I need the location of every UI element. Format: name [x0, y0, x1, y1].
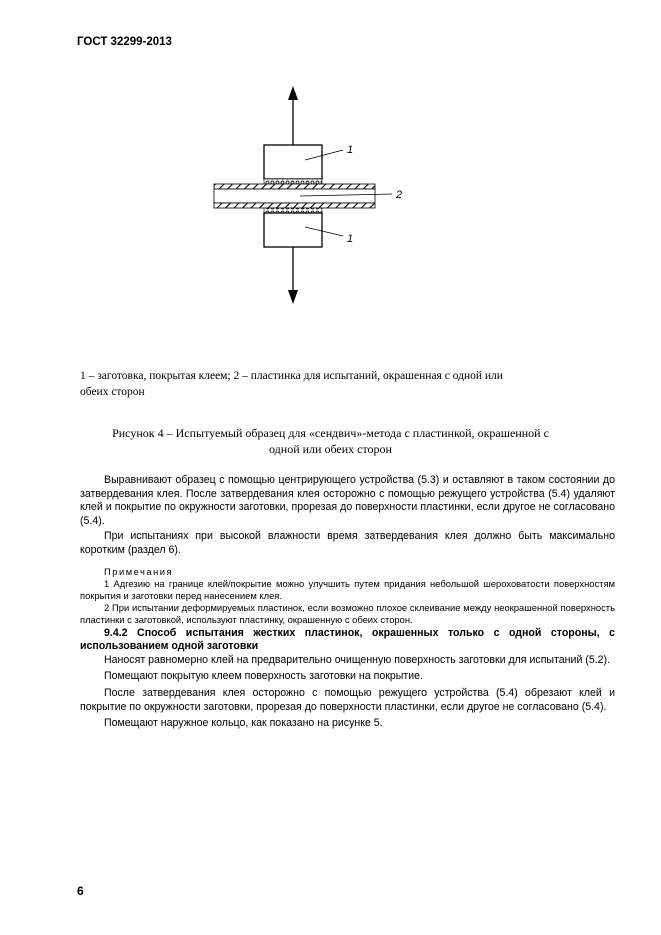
paragraph: Наносят равномерно клей на предварительно очищенную поверхность заготовки для испытаний (5.2).: [104, 653, 611, 666]
paragraph: Помещают наружное кольцо, как показано на рисунке 5.: [104, 717, 383, 730]
legend-line-1: 1 – заготовка, покрытая клеем; 2 – пластинка для испытаний, окрашенная с одной или: [80, 370, 503, 382]
figure-4-diagram: [0, 0, 661, 360]
note-item: 1 Адгезию на границе клей/покрытие можно улучшить путем придания небольшой шероховатости поверхностям покрытия и заготовки перед нанесением клея.: [80, 577, 615, 601]
figure-caption: [60, 425, 601, 457]
caption-line-1: Рисунок 4 – Испытуемый образец для «сендвич»-метода с пластинкой, окрашенной с: [112, 426, 549, 440]
notes-block: [80, 566, 615, 627]
label-2: 2: [396, 189, 403, 201]
paragraph: Выравнивают образец с помощью центрирующего устройства (5.3) и оставляют в таком состоянии до затвердевания клея. После затвердевания клея осторожно с помощью режущего устройства (5.4) удаляют клей и покрытие по окружности заготовки, прорезая до поверхности пластинки, если другое не согласовано (5.4).: [80, 474, 615, 527]
paragraph: Помещают покрытую клеем поверхность заготовки на покрытие.: [104, 670, 423, 683]
top-block: [264, 145, 322, 179]
body-text: [80, 474, 615, 731]
page-number: 6: [77, 884, 84, 898]
section-heading: 9.4.2 Способ испытания жестких пластинок, окрашенных только с одной стороны, с использованием одной заготовки: [80, 626, 615, 653]
caption-line-2: одной или обеих сторон: [269, 442, 392, 456]
up-arrow: [288, 86, 298, 145]
figure-legend: [80, 368, 560, 400]
test-plate: [214, 184, 375, 208]
top-adhesive: [264, 179, 322, 184]
document-header: ГОСТ 32299-2013: [77, 36, 172, 48]
bottom-block: [264, 213, 322, 247]
label-1-top: 1: [347, 144, 354, 156]
note-item: 2 При испытании деформируемых пластинок, если возможно плохое склеивание между неокрашенной поверхность пластинки с заготовкой, используют пластинку, окрашенную с обеих сторон.: [80, 602, 615, 626]
paragraph: При испытаниях при высокой влажности время затвердевания клея должно быть максимально коротким (раздел 6).: [80, 530, 615, 556]
label-1-bottom: 1: [347, 233, 354, 245]
down-arrow: [288, 247, 298, 304]
legend-line-2: обеих сторон: [80, 386, 145, 398]
notes-title: Примечания: [104, 565, 174, 577]
bottom-adhesive: [264, 208, 322, 213]
paragraph: После затвердевания клея осторожно с помощью режущего устройства (5.4) обрезают клей и покрытие по окружности заготовки, прорезая до поверхности пластинки, если другое не согласовано (5.4).: [80, 686, 615, 713]
